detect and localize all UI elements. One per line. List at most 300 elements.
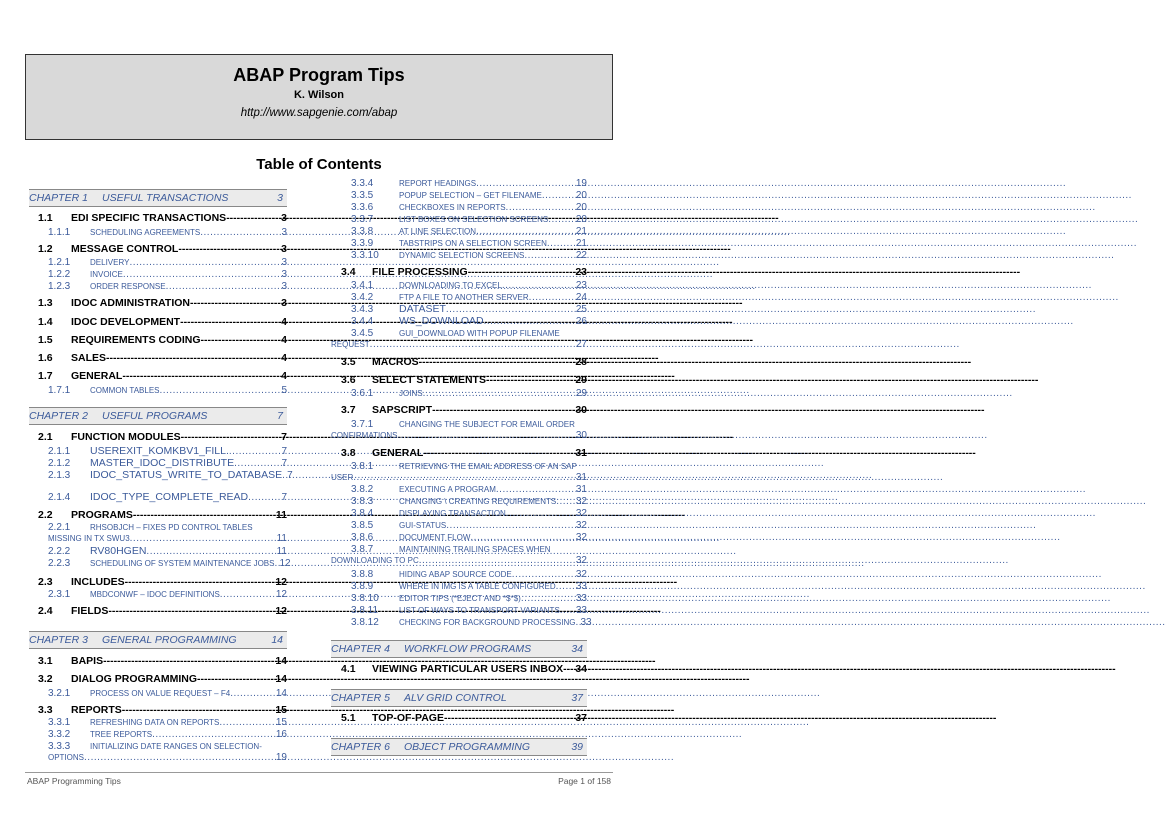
section-number: 1.4 [38,316,53,328]
subsection-title: WS_DOWNLOAD [399,315,484,327]
section-title: INCLUDES [71,576,125,588]
section-title: REQUIREMENTS CODING [71,334,201,346]
leader-dots [529,292,575,303]
subsection-number: 1.1.1 [48,227,71,238]
subsection-number: 3.8.1 [351,461,374,472]
document-header [25,54,613,140]
toc-section-entry[interactable] [29,213,287,224]
leader-dots [470,532,574,543]
section-page: 3 [281,212,287,224]
document-url[interactable]: http://www.sapgenie.com/abap [240,107,398,119]
section-page: 12 [275,605,287,617]
leader-dashes [122,705,275,716]
subsection-number: 1.2.2 [48,269,71,280]
subsection-title: DOCUMENT FLOW [399,533,471,542]
toc-subsection-entry[interactable] [331,190,587,201]
section-number: 2.2 [38,509,53,521]
toc-subsection-entry[interactable] [29,741,287,763]
subsection-title: IDOC_TYPE_COMPLETE_READ [90,491,249,503]
chapter-title: USEFUL PROGRAMS [102,410,208,422]
leader-dots [496,484,575,495]
toc-subsection-entry[interactable] [331,461,587,483]
subsection-number: 2.1.2 [48,458,71,469]
subsection-number: 3.3.2 [48,729,71,740]
section-page: 4 [281,352,287,364]
chapter-title: GENERAL PROGRAMMING [102,634,237,646]
subsection-page: 11 [276,533,287,544]
section-number: 2.4 [38,605,53,617]
leader-dashes [181,432,280,443]
subsection-title: CHECKBOXES IN REPORTS [399,203,506,212]
section-number: 3.1 [38,655,53,667]
subsection-number: 3.8.8 [351,569,374,580]
leader-dots [130,533,276,544]
section-title: MESSAGE CONTROL [71,243,179,255]
section-number: 4.1 [341,663,356,675]
toc-chapter-entry[interactable] [331,689,587,707]
subsection-number: 3.8.7 [351,544,374,555]
leader-dashes [103,656,274,667]
subsection-page: 31 [575,472,587,483]
subsection-number: 3.3.10 [351,250,379,261]
toc-subsection-entry[interactable] [29,281,287,292]
leader-dots [423,388,575,399]
subsection-page: 30 [575,430,587,441]
leader-dots [556,496,575,507]
leader-dashes [197,674,274,685]
toc-section-entry[interactable] [331,664,587,675]
leader-dots [166,281,281,292]
leader-dashes [125,577,275,588]
subsection-number: 3.8.11 [351,605,379,616]
toc-chapter-entry[interactable] [331,738,587,756]
subsection-number: 3.3.8 [351,226,374,237]
leader-dots [200,227,280,238]
subsection-number: 3.8.9 [351,581,374,592]
section-number: 1.7 [38,370,53,382]
chapter-title: USEFUL TRANSACTIONS [102,192,229,204]
subsection-number: 3.4.2 [351,292,374,303]
toc-section-entry[interactable] [29,656,287,667]
chapter-number: CHAPTER 6 [331,741,390,753]
toc-subsection-entry[interactable] [331,388,587,399]
toc-subsection-entry[interactable] [331,520,587,531]
toc-subsection-entry[interactable] [331,280,587,291]
section-page: 31 [575,447,587,459]
leader-dots [476,226,575,237]
section-page: 14 [275,655,287,667]
toc-subsection-entry[interactable] [29,688,287,699]
toc-subsection-entry[interactable] [29,522,287,544]
leader-dots [446,304,575,315]
leader-dots [548,214,575,225]
section-page: 12 [275,576,287,588]
leader-dots [123,269,281,280]
section-title: REPORTS [71,704,122,716]
toc-subsection-entry[interactable] [331,202,587,213]
toc-subsection-entry[interactable] [331,544,587,566]
subsection-page: 7 [281,458,287,469]
subsection-page: 12 [275,589,287,600]
subsection-title: WHERE IN IMG IS A TABLE CONFIGURED [399,582,556,591]
chapter-page: 7 [277,410,283,422]
toc-subsection-entry[interactable] [331,292,587,303]
toc-section-entry[interactable] [331,357,587,368]
toc-subsection-entry[interactable] [331,581,587,592]
toc-subsection-entry[interactable] [29,469,293,481]
subsection-page: 7 [287,470,293,481]
subsection-page: 12 [279,558,291,569]
section-title: DIALOG PROGRAMMING [71,673,197,685]
subsection-page: 3 [281,227,287,238]
toc-subsection-entry[interactable] [29,717,287,728]
section-number: 1.6 [38,352,53,364]
subsection-title-continued: CONFIRMATIONS [331,431,398,440]
section-title: EDI SPECIFIC TRANSACTIONS [71,212,227,224]
subsection-number: 3.4.5 [351,328,374,339]
subsection-page: 33 [580,617,592,628]
toc-subsection-entry[interactable] [331,569,587,580]
toc-section-entry[interactable] [331,448,587,459]
leader-dashes [108,606,274,617]
section-page: 28 [575,356,587,368]
subsection-title: FTP A FILE TO ANOTHER SERVER [399,293,529,302]
subsection-title: JOINS [399,389,423,398]
leader-dots [129,257,280,268]
toc-subsection-entry[interactable] [331,484,587,495]
toc-chapter-entry[interactable] [29,407,287,425]
section-page: 4 [281,334,287,346]
section-title: SELECT STATEMENTS [372,374,486,386]
leader-dashes [226,213,280,224]
section-number: 5.1 [341,712,356,724]
subsection-title: INITIALIZING DATE RANGES ON SELECTION- [90,742,262,751]
toc-subsection-entry[interactable] [29,446,287,457]
subsection-title: AT LINE SELECTION [399,227,477,236]
section-title: GENERAL [372,447,424,459]
toc-section-entry[interactable] [29,353,287,364]
toc-subsection-entry[interactable] [29,729,287,740]
section-number: 3.6 [341,374,356,386]
subsection-title: DATASET [399,303,446,315]
section-page: 37 [575,712,587,724]
toc-subsection-entry[interactable] [29,492,287,503]
section-title: GENERAL [71,370,123,382]
section-number: 3.2 [38,673,53,685]
subsection-number: 3.8.10 [351,593,379,604]
toc-section-entry[interactable] [331,405,587,416]
subsection-page: 3 [281,269,287,280]
chapter-page: 14 [271,634,283,646]
toc-section-entry[interactable] [29,577,287,588]
section-number: 3.8 [341,447,356,459]
section-number: 1.5 [38,334,53,346]
subsection-page: 23 [575,280,587,291]
footer-doc-name: ABAP Programming Tips [27,776,121,786]
subsection-number: 3.8.4 [351,508,374,519]
subsection-number: 2.3.1 [48,589,71,600]
toc-subsection-entry[interactable] [331,304,587,315]
chapter-number: CHAPTER 2 [29,410,88,422]
chapter-page: 37 [571,692,583,704]
subsection-title: DISPLAYING TRANSACTION [399,509,506,518]
section-page: 34 [575,663,587,675]
subsection-title: DYNAMIC SELECTION SCREENS [399,251,525,260]
subsection-page: 21 [575,238,587,249]
chapter-page: 39 [571,741,583,753]
subsection-title: MBDCONWF – IDOC DEFINITIONS [90,590,220,599]
leader-dashes [122,371,280,382]
toc-section-entry[interactable] [29,674,287,685]
toc-title: Table of Contents [256,156,382,173]
subsection-page: 20 [575,202,587,213]
section-page: 15 [275,704,287,716]
leader-dashes [106,353,280,364]
toc-subsection-entry[interactable] [331,593,587,604]
subsection-page: 32 [575,532,587,543]
chapter-title: ALV GRID CONTROL [404,692,507,704]
subsection-page: 29 [575,388,587,399]
subsection-title-continued: MISSING IN TX SWU3 [48,534,130,543]
section-page: 29 [575,374,587,386]
leader-dashes [419,357,575,368]
toc-section-entry[interactable] [29,335,287,346]
subsection-title: DELIVERY [90,258,130,267]
toc-subsection-entry[interactable] [331,617,592,628]
section-number: 3.5 [341,356,356,368]
subsection-title: TABSTRIPS ON A SELECTION SCREEN [399,239,547,248]
footer-page-number: Page 1 of 158 [558,776,611,786]
toc-subsection-entry[interactable] [331,496,587,507]
toc-subsection-entry[interactable] [331,214,587,225]
subsection-number: 1.2.3 [48,281,71,292]
subsection-title: CHANGING THE SUBJECT FOR EMAIL ORDER [399,420,575,429]
toc-subsection-entry[interactable] [331,238,587,249]
section-title: SAPSCRIPT [372,404,433,416]
subsection-page: 7 [281,492,287,503]
toc-subsection-entry[interactable] [331,226,587,237]
section-title: IDOC ADMINISTRATION [71,297,190,309]
subsection-title: GUI_DOWNLOAD WITH POPUP FILENAME [399,329,560,338]
toc-subsection-entry[interactable] [331,316,587,327]
section-page: 11 [275,509,287,521]
section-number: 3.4 [341,266,356,278]
subsection-page: 19 [275,752,287,763]
subsection-page: 22 [575,250,587,261]
subsection-page: 7 [281,446,287,457]
subsection-page: 15 [275,717,287,728]
toc-section-entry[interactable] [29,244,287,255]
toc-chapter-entry[interactable] [29,189,287,207]
toc-subsection-entry[interactable] [29,458,287,469]
subsection-title: GUI-STATUS [399,521,447,530]
toc-section-entry[interactable] [331,375,587,386]
subsection-number: 1.2.1 [48,257,71,268]
subsection-number: 3.3.4 [351,178,374,189]
subsection-title: EDITOR TIPS (*EJECT AND *$*$) [399,594,521,603]
section-title: IDOC DEVELOPMENT [71,316,181,328]
toc-subsection-entry[interactable] [29,257,287,268]
toc-section-entry[interactable] [29,298,287,309]
section-page: 3 [281,297,287,309]
toc-subsection-entry[interactable] [29,269,287,280]
leader-dashes [468,267,575,278]
subsection-title-continued: USER [331,473,354,482]
toc-subsection-entry[interactable] [29,385,287,396]
leader-dots [219,717,275,728]
subsection-number: 3.4.4 [351,316,374,327]
leader-dashes [423,448,574,459]
chapter-number: CHAPTER 3 [29,634,88,646]
toc-section-entry[interactable] [29,317,287,328]
subsection-page: 3 [281,281,287,292]
leader-dots [547,238,575,249]
leader-dots [484,316,575,327]
chapter-number: CHAPTER 4 [331,643,390,655]
toc-subsection-entry[interactable] [331,605,587,616]
leader-dots [506,508,575,519]
subsection-title-continued: REQUEST [331,340,370,349]
toc-subsection-entry[interactable] [29,589,287,600]
section-title: SALES [71,352,107,364]
section-page: 23 [575,266,587,278]
section-number: 2.1 [38,431,53,443]
subsection-number: 2.1.3 [48,470,71,481]
section-title: FUNCTION MODULES [71,431,181,443]
toc-subsection-entry[interactable] [331,419,587,441]
subsection-title-continued: OPTIONS [48,753,85,762]
subsection-page: 26 [575,316,587,327]
toc-subsection-entry[interactable] [29,546,287,557]
chapter-title: OBJECT PROGRAMMING [404,741,531,753]
subsection-number: 3.7.1 [351,419,374,430]
subsection-number: 3.6.1 [351,388,374,399]
subsection-page: 20 [575,214,587,225]
subsection-title: DOWNLOADING TO EXCEL [399,281,502,290]
subsection-number: 2.2.1 [48,522,71,533]
toc-section-entry[interactable] [331,267,587,278]
toc-section-entry[interactable] [331,713,587,724]
subsection-page: 32 [575,569,587,580]
subsection-number: 2.2.3 [48,558,71,569]
subsection-page: 16 [275,729,287,740]
subsection-number: 3.8.2 [351,484,374,495]
subsection-page: 11 [276,546,287,557]
toc-subsection-entry[interactable] [331,508,587,519]
subsection-number: 3.8.3 [351,496,374,507]
toc-section-entry[interactable] [29,510,287,521]
document-author: K. Wilson [293,89,344,101]
toc-section-entry[interactable] [29,432,287,443]
subsection-number: 2.1.1 [48,446,71,457]
toc-subsection-entry[interactable] [331,532,587,543]
toc-subsection-entry[interactable] [331,250,587,261]
subsection-title: REPORT HEADINGS [399,179,477,188]
subsection-page: 33 [575,605,587,616]
toc-section-entry[interactable] [29,371,287,382]
toc-section-entry[interactable] [29,705,287,716]
toc-subsection-entry[interactable] [29,558,291,569]
leader-dashes [178,244,280,255]
subsection-number: 3.4.1 [351,280,374,291]
subsection-number: 3.3.7 [351,214,374,225]
toc-subsection-entry[interactable] [29,227,287,238]
leader-dots [398,430,575,441]
subsection-number: 3.3.5 [351,190,374,201]
subsection-title: MASTER_IDOC_DISTRIBUTE [90,457,235,469]
leader-dots [152,729,275,740]
leader-dots [84,752,275,763]
section-title: VIEWING PARTICULAR USERS INBOX [372,663,564,675]
chapter-page: 3 [277,192,283,204]
leader-dots [476,178,575,189]
subsection-title: RHSOBJCH – FIXES PD CONTROL TABLES [90,523,253,532]
leader-dashes [486,375,574,386]
subsection-page: 5 [281,385,287,396]
subsection-number: 3.3.3 [48,741,71,752]
subsection-title: CHECKING FOR BACKGROUND PROCESSING [399,618,576,627]
leader-dashes [190,298,280,309]
subsection-number: 3.3.9 [351,238,374,249]
leader-dots [502,280,575,291]
leader-dots [560,605,575,616]
leader-dots [353,472,575,483]
section-number: 3.7 [341,404,356,416]
subsection-page: 25 [575,304,587,315]
leader-dots [146,546,275,557]
subsection-title: RETRIEVING THE EMAIL ADDRESS OF AN SAP [399,462,577,471]
subsection-number: 3.3.6 [351,202,374,213]
subsection-title: CHANGING \ CREATING REQUIREMENTS [399,497,557,506]
leader-dots [160,385,281,396]
section-title: MACROS [372,356,419,368]
subsection-title: SCHEDULING OF SYSTEM MAINTENANCE JOBS [90,559,275,568]
subsection-title-continued: DOWNLOADING TO PC [331,556,419,565]
subsection-number: 3.3.1 [48,717,71,728]
subsection-page: 33 [575,593,587,604]
subsection-page: 32 [575,496,587,507]
subsection-title: INVOICE [90,270,123,279]
section-title: FILE PROCESSING [372,266,468,278]
subsection-title: LIST BOXES ON SELECTION SCREENS [399,215,549,224]
subsection-page: 21 [575,226,587,237]
subsection-title: ORDER RESPONSE [90,282,166,291]
section-title: FIELDS [71,605,109,617]
toc-chapter-entry[interactable] [29,631,287,649]
subsection-page: 31 [575,484,587,495]
toc-section-entry[interactable] [29,606,287,617]
section-number: 1.2 [38,243,53,255]
subsection-title: TREE REPORTS [90,730,153,739]
leader-dots [512,569,575,580]
subsection-page: 19 [575,178,587,189]
section-page: 7 [281,431,287,443]
leader-dashes [180,317,280,328]
subsection-number: 3.2.1 [48,688,71,699]
toc-subsection-entry[interactable] [331,178,587,189]
subsection-page: 32 [575,555,587,566]
subsection-title: IDOC_STATUS_WRITE_TO_DATABASE [90,469,283,481]
section-number: 2.3 [38,576,53,588]
toc-chapter-entry[interactable] [331,640,587,658]
leader-dots [234,458,280,469]
subsection-title: REFRESHING DATA ON REPORTS [90,718,220,727]
subsection-title: HIDING ABAP SOURCE CODE [399,570,512,579]
leader-dashes [432,405,574,416]
section-page: 14 [275,673,287,685]
leader-dots [248,492,280,503]
toc-subsection-entry[interactable] [331,328,587,350]
